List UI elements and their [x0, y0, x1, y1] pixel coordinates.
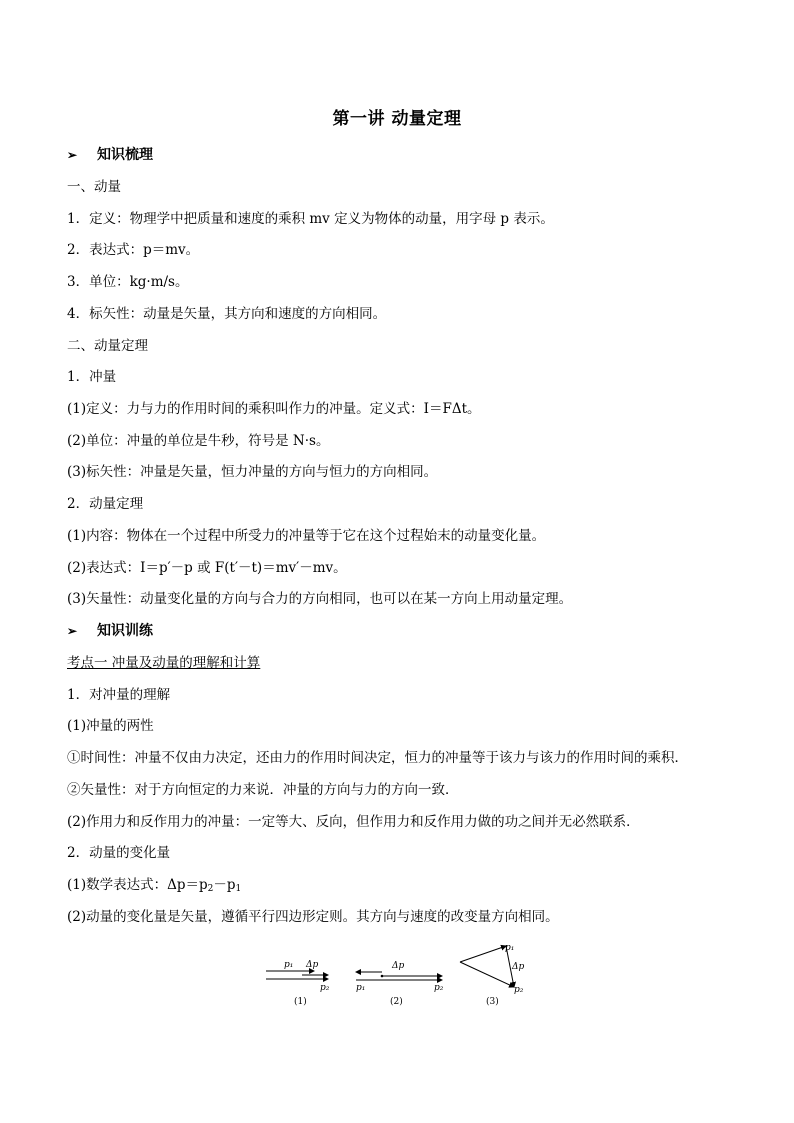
text-line: 二、动量定理 — [67, 338, 148, 354]
label-p2: p₂ — [320, 983, 330, 993]
text-line: 一、动量 — [67, 179, 121, 195]
diagram-3 — [460, 943, 524, 1007]
section-heading-knowledge-review — [67, 146, 153, 164]
text-line: 3．单位：kg·m/s。 — [67, 274, 189, 290]
text-line: ②矢量性：对于方向恒定的力来说．冲量的方向与力的方向一致． — [67, 782, 459, 798]
label-p2: p₂ — [434, 983, 444, 993]
text-line: (1)冲量的两性 — [67, 718, 154, 734]
text-line: 2．表达式：p＝mv。 — [67, 242, 200, 258]
arrow-bullet-icon: ➢ — [67, 624, 78, 638]
text-line: (1)定义：力与力的作用时间的乘积叫作力的冲量。定义式：I＝FΔt。 — [67, 401, 481, 417]
label-p1: p₁ — [284, 960, 294, 970]
arrow-bullet-icon: ➢ — [67, 148, 78, 162]
text-line: (3)矢量性：动量变化量的方向与合力的方向相同，也可以在某一方向上用动量定理。 — [67, 591, 573, 607]
label-dp: Δp — [512, 962, 525, 972]
section-heading-knowledge-training — [67, 622, 153, 640]
text-line: 4．标矢性：动量是矢量，其方向和速度的方向相同。 — [67, 306, 387, 322]
label-p1: p₁ — [505, 943, 515, 953]
diagram-2 — [356, 961, 444, 1007]
formula-line: (1)数学表达式：$\Delta p=p_2-p_1$ — [67, 877, 242, 894]
text-line: (2)单位：冲量的单位是牛秒，符号是 N·s。 — [67, 433, 330, 449]
text-line: 2．动量的变化量 — [67, 845, 171, 861]
text-line: (2)表达式：I＝p′－p 或 F(t′－t)＝mv′－mv。 — [67, 560, 347, 576]
label-p1: p₁ — [356, 983, 366, 993]
text-line: 1．冲量 — [67, 369, 117, 385]
text-line: (1)内容：物体在一个过程中所受力的冲量等于它在这个过程始末的动量变化量。 — [67, 528, 546, 544]
text-line: 1．对冲量的理解 — [67, 687, 171, 703]
page-title: 第一讲 动量定理 — [332, 109, 462, 129]
caption-3: (3) — [486, 997, 499, 1007]
text-line: (2)动量的变化量是矢量，遵循平行四边形定则。其方向与速度的改变量方向相同。 — [67, 909, 559, 925]
topic-heading: 考点一 冲量及动量的理解和计算 — [67, 655, 261, 671]
label-dp: Δp — [306, 960, 319, 970]
text-line: (3)标矢性：冲量是矢量，恒力冲量的方向与恒力的方向相同。 — [67, 464, 438, 480]
text-line: ①时间性：冲量不仅由力决定，还由力的作用时间决定，恒力的冲量等于该力与该力的作用时间的乘积． — [67, 750, 688, 766]
diagram-1 — [266, 960, 330, 1007]
text-line: (2)作用力和反作用力的冲量：一定等大、反向，但作用力和反作用力做的功之间并无必然联系． — [67, 814, 640, 830]
text-line: 2．动量定理 — [67, 496, 144, 512]
label-dp: Δp — [392, 961, 405, 971]
caption-2: (2) — [390, 997, 403, 1007]
momentum-change-diagram — [258, 938, 538, 1010]
label-p2: p₂ — [514, 985, 524, 995]
caption-1: (1) — [294, 997, 307, 1007]
section-label: 知识梳理 — [97, 147, 153, 163]
text-line: 1．定义：物理学中把质量和速度的乘积 mv 定义为物体的动量，用字母 p 表示。 — [67, 211, 554, 227]
section-label: 知识训练 — [97, 623, 153, 639]
